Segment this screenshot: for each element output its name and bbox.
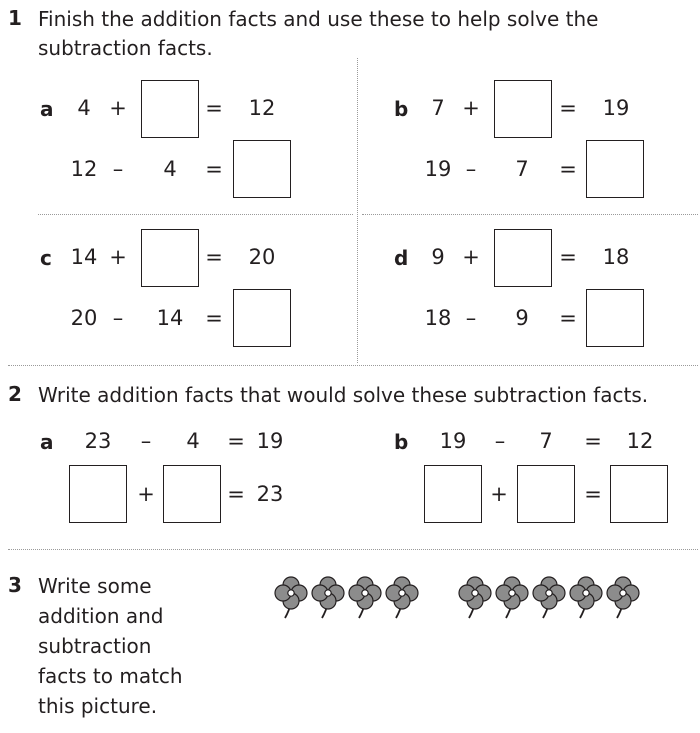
q1d-plus: +: [462, 245, 480, 269]
q3-instruction-line1: Write some: [38, 574, 152, 598]
flower-icon: [385, 575, 419, 619]
flower-icon: [311, 575, 345, 619]
q1a-sub-right: 4: [163, 157, 177, 181]
q2b-plus: +: [490, 482, 508, 506]
q1d-add-result: 18: [602, 245, 630, 269]
q2a-label: a: [40, 430, 54, 454]
q3-instruction-line5: this picture.: [38, 694, 158, 718]
q2b-minus: –: [494, 429, 506, 453]
q2b-answer-equals: =: [584, 482, 602, 506]
q2b-label: b: [394, 430, 409, 454]
q1c-minus: –: [112, 306, 124, 330]
q1c-equals: =: [205, 245, 223, 269]
q3-instruction-line3: subtraction: [38, 634, 152, 658]
q1c-add-left: 14: [70, 245, 98, 269]
q1b-add-left: 7: [431, 96, 445, 120]
q2b-answer-box-1[interactable]: [424, 465, 482, 523]
flower-icon: [348, 575, 382, 619]
q1b-add-answer-box[interactable]: [494, 80, 552, 138]
flower-icon: [458, 575, 492, 619]
q1-horizontal-divider-left: [38, 214, 353, 215]
q1d-equals: =: [559, 245, 577, 269]
q1c-sub-answer-box[interactable]: [233, 289, 291, 347]
q2a-answer-box-1[interactable]: [69, 465, 127, 523]
q1c-sub-right: 14: [156, 306, 184, 330]
q1d-label: d: [394, 246, 409, 270]
q2b-result: 12: [626, 429, 654, 453]
section-divider-2: [8, 549, 698, 550]
q1d-sub-left: 18: [424, 306, 452, 330]
q2a-answer-total: 23: [256, 482, 284, 506]
flower-icon: [532, 575, 566, 619]
q1-horizontal-divider-right: [362, 214, 698, 215]
q1d-sub-right: 9: [515, 306, 529, 330]
q1c-sub-equals: =: [205, 306, 223, 330]
q1b-sub-equals: =: [559, 157, 577, 181]
q3-instruction-line4: facts to match: [38, 664, 183, 688]
q2-instruction: Write addition facts that would solve these subtraction facts.: [38, 383, 649, 407]
q1c-add-answer-box[interactable]: [141, 229, 199, 287]
q1b-equals: =: [559, 96, 577, 120]
q2a-answer-equals: =: [227, 482, 245, 506]
q1c-label: c: [40, 246, 52, 270]
q1d-sub-equals: =: [559, 306, 577, 330]
q1c-sub-left: 20: [70, 306, 98, 330]
q1b-add-result: 19: [602, 96, 630, 120]
q1-number: 1: [8, 6, 22, 30]
q1b-minus: –: [465, 157, 477, 181]
q1a-add-result: 12: [248, 96, 276, 120]
q1b-sub-left: 19: [424, 157, 452, 181]
flower-icon: [606, 575, 640, 619]
q2a-minus: –: [140, 429, 152, 453]
q1a-label: a: [40, 97, 54, 121]
section-divider-1: [8, 365, 698, 366]
flower-icon: [569, 575, 603, 619]
q1a-add-answer-box[interactable]: [141, 80, 199, 138]
q1a-sub-answer-box[interactable]: [233, 140, 291, 198]
q2b-left: 19: [439, 429, 467, 453]
q1d-add-left: 9: [431, 245, 445, 269]
flower-icon: [274, 575, 308, 619]
q3-instruction-line2: addition and: [38, 604, 164, 628]
q1a-add-left: 4: [77, 96, 91, 120]
q2a-plus: +: [137, 482, 155, 506]
q1-instruction-line1: Finish the addition facts and use these to help solve the: [38, 7, 599, 31]
q1a-sub-equals: =: [205, 157, 223, 181]
q1a-minus: –: [112, 157, 124, 181]
q2a-answer-box-2[interactable]: [163, 465, 221, 523]
q2a-result: 19: [256, 429, 284, 453]
q1a-sub-left: 12: [70, 157, 98, 181]
flower-icon: [495, 575, 529, 619]
q2b-equals: =: [584, 429, 602, 453]
q2b-answer-box-3[interactable]: [610, 465, 668, 523]
q2b-answer-box-2[interactable]: [517, 465, 575, 523]
q2a-equals: =: [227, 429, 245, 453]
q2a-right: 4: [186, 429, 200, 453]
q2-number: 2: [8, 382, 22, 406]
q1b-plus: +: [462, 96, 480, 120]
q1b-sub-right: 7: [515, 157, 529, 181]
flower-picture: [270, 575, 650, 625]
q1-vertical-divider: [357, 58, 358, 363]
q1c-plus: +: [109, 245, 127, 269]
q2b-right: 7: [539, 429, 553, 453]
q1d-sub-answer-box[interactable]: [586, 289, 644, 347]
q2a-left: 23: [84, 429, 112, 453]
q1c-add-result: 20: [248, 245, 276, 269]
q1d-minus: –: [465, 306, 477, 330]
q1b-sub-answer-box[interactable]: [586, 140, 644, 198]
q1a-equals: =: [205, 96, 223, 120]
q1a-plus: +: [109, 96, 127, 120]
q1b-label: b: [394, 97, 409, 121]
q1d-add-answer-box[interactable]: [494, 229, 552, 287]
q1-instruction-line2: subtraction facts.: [38, 36, 213, 60]
q3-number: 3: [8, 573, 22, 597]
